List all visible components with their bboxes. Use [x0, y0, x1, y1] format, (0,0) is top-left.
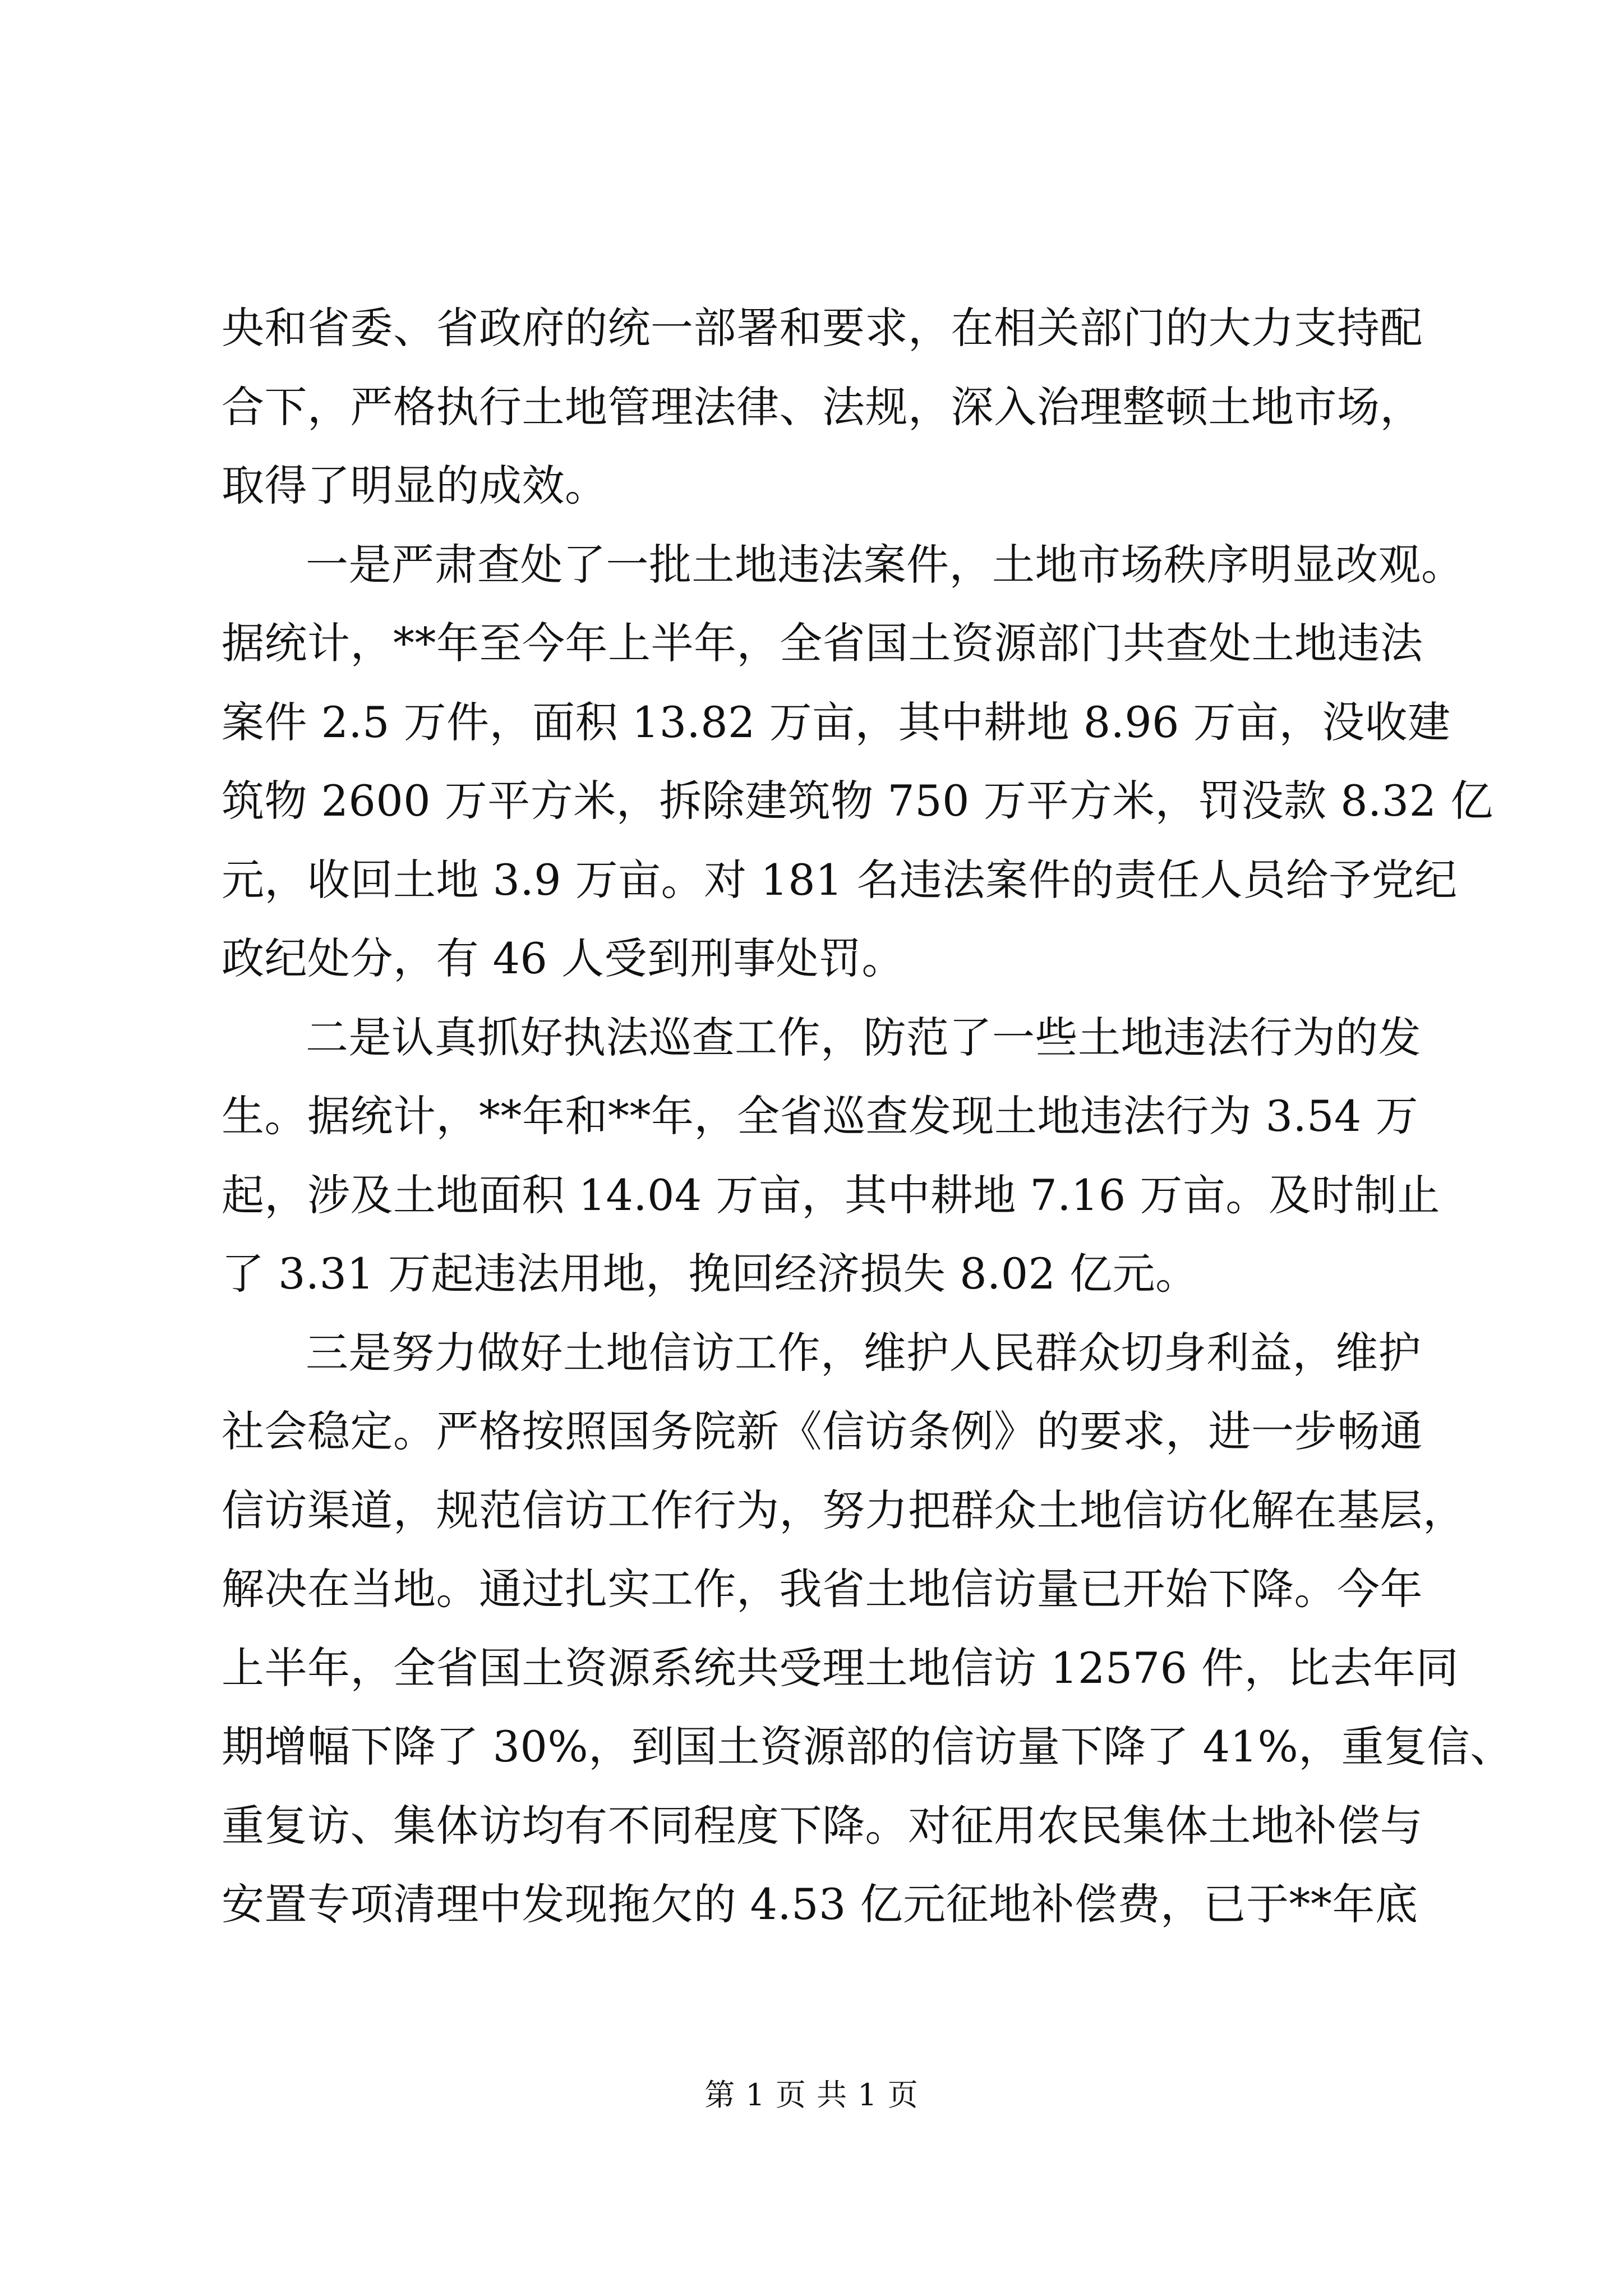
text-line: 取得了明显的成效。 [222, 461, 608, 510]
text-line: 案件 2.5 万件，面积 13.82 万亩，其中耕地 8.96 万亩，没收建 [222, 697, 1451, 747]
paragraph-2-start: 二是认真抓好执法巡查工作，防范了一些土地违法行为的发 [306, 1013, 1421, 1062]
text-line: 合下，严格执行土地管理法律、法规，深入治理整顿土地市场， [222, 382, 1423, 432]
text-line: 重复访、集体访均有不同程度下降。对征用农民集体土地补偿与 [222, 1801, 1423, 1851]
text-line: 筑物 2600 万平方米，拆除建筑物 750 万平方米，罚没款 8.32 亿 [222, 776, 1493, 826]
text-line: 信访渠道，规范信访工作行为，努力把群众土地信访化解在基层， [222, 1485, 1466, 1535]
text-line: 元，收回土地 3.9 万亩。对 181 名违法案件的责任人员给予党纪 [222, 855, 1458, 905]
page-number-footer: 第 1 页 共 1 页 [704, 2077, 919, 2113]
text-line: 了 3.31 万起违法用地，挽回经济损失 8.02 亿元。 [222, 1249, 1198, 1299]
text-line: 上半年，全省国土资源系统共受理土地信访 12576 件，比去年同 [222, 1643, 1459, 1693]
text-line: 期增幅下降了 30%，到国土资源部的信访量下降了 41%，重复信、 [222, 1722, 1513, 1772]
text-line: 安置专项清理中发现拖欠的 4.53 亿元征地补偿费，已于**年底 [222, 1879, 1418, 1929]
paragraph-1-start: 一是严肃查处了一批土地违法案件，土地市场秩序明显改观。 [306, 540, 1464, 590]
paragraph-3-start: 三是努力做好土地信访工作，维护人民群众切身利益，维护 [306, 1328, 1421, 1378]
text-line: 政纪处分，有 46 人受到刑事处罚。 [222, 933, 905, 983]
text-line: 社会稳定。严格按照国务院新《信访条例》的要求，进一步畅通 [222, 1406, 1423, 1456]
text-line: 据统计，**年至今年上半年，全省国土资源部门共查处土地违法 [222, 618, 1423, 668]
text-line: 生。据统计，**年和**年，全省巡查发现土地违法行为 3.54 万 [222, 1091, 1419, 1141]
text-line: 起，涉及土地面积 14.04 万亩，其中耕地 7.16 万亩。及时制止 [222, 1170, 1440, 1220]
text-line: 解决在当地。通过扎实工作，我省土地信访量已开始下降。今年 [222, 1564, 1423, 1614]
text-line: 央和省委、省政府的统一部署和要求，在相关部门的大力支持配 [222, 303, 1423, 353]
